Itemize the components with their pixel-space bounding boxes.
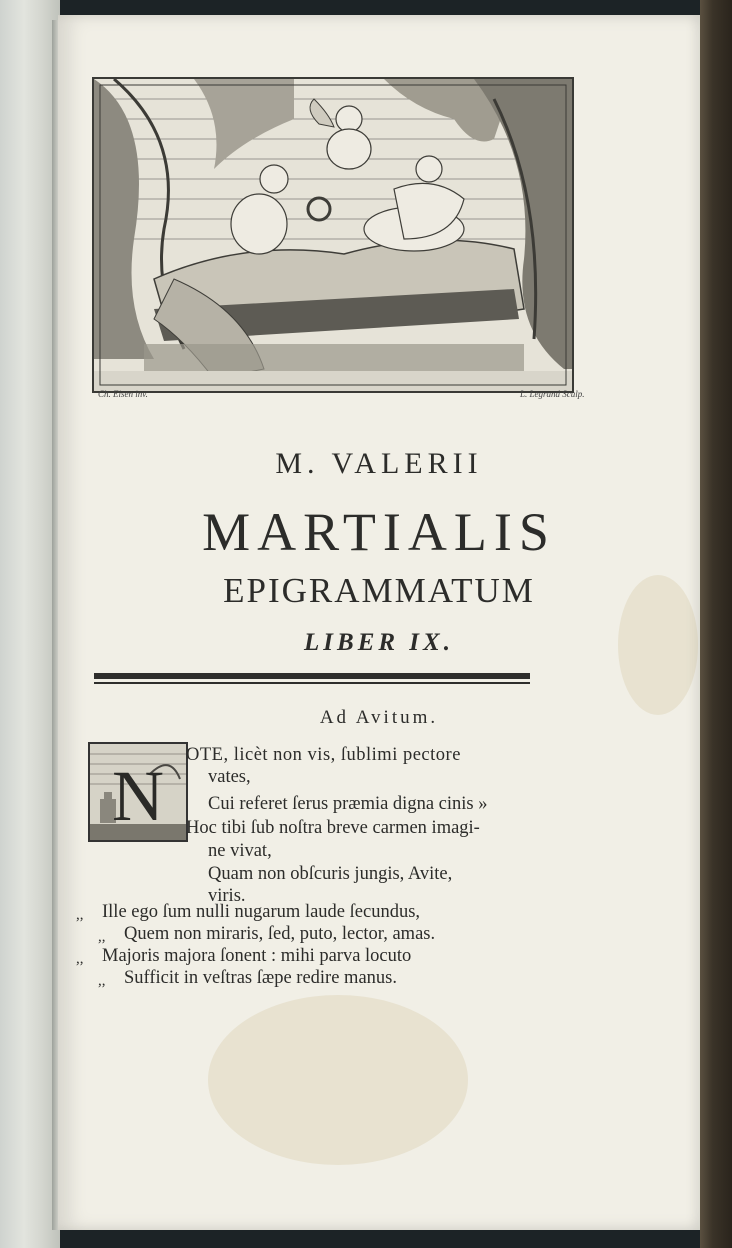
verse-line: Hoc tibi ſub noſtra breve carmen imagi- [186, 818, 480, 838]
quotation-mark: ,, [76, 907, 84, 923]
verse-line: Quam non obſcuris jungis, Avite, [208, 864, 453, 884]
quotation-mark: ,, [76, 951, 84, 967]
verse-line: Sufficit in veſtras ſæpe redire manus. [124, 968, 397, 988]
book-page [58, 15, 700, 1230]
engraving-illustration [94, 79, 572, 391]
verse-line: ne vivat, [208, 841, 272, 861]
verse-line: OTE, licèt non vis, ſublimi pectore [186, 745, 461, 765]
book-edge-right [700, 0, 732, 1248]
title-rule-thin [94, 682, 530, 684]
author-praenomen-line: M. VALERII [275, 447, 483, 480]
author-name-line: MARTIALIS [202, 502, 556, 562]
initial-letter: N [112, 756, 164, 836]
engraving-credit-engraver: L. Legrand Sculp. [520, 389, 585, 399]
book-spine-left-page [0, 0, 60, 1248]
initial-ornament [90, 744, 186, 840]
verse-line: Ille ego ſum nulli nugarum laude ſecundus, [102, 902, 421, 922]
verse-line: Quem non miraris, ſed, puto, lector, amas. [124, 924, 436, 944]
epigram-heading: Ad Avitum. [319, 707, 439, 728]
paper-stain [208, 995, 468, 1165]
verse-line: Majoris majora ſonent : mihi parva locuto [102, 946, 412, 966]
verse-line: vates, [208, 767, 251, 787]
verse-line: Cui referet ſerus præmia digna cinis » [208, 794, 488, 814]
quotation-mark: ,, [98, 929, 106, 945]
headpiece-engraving [92, 77, 574, 393]
verse-line: viris. [208, 886, 246, 906]
decorated-initial [88, 742, 188, 842]
quotation-mark: ,, [98, 973, 106, 989]
work-title-line: EPIGRAMMATUM [223, 571, 535, 610]
title-rule-thick [94, 673, 530, 679]
book-number-line: LIBER IX. [304, 629, 454, 656]
engraving-credit-inventor: Ch. Eisen inv. [98, 389, 148, 399]
